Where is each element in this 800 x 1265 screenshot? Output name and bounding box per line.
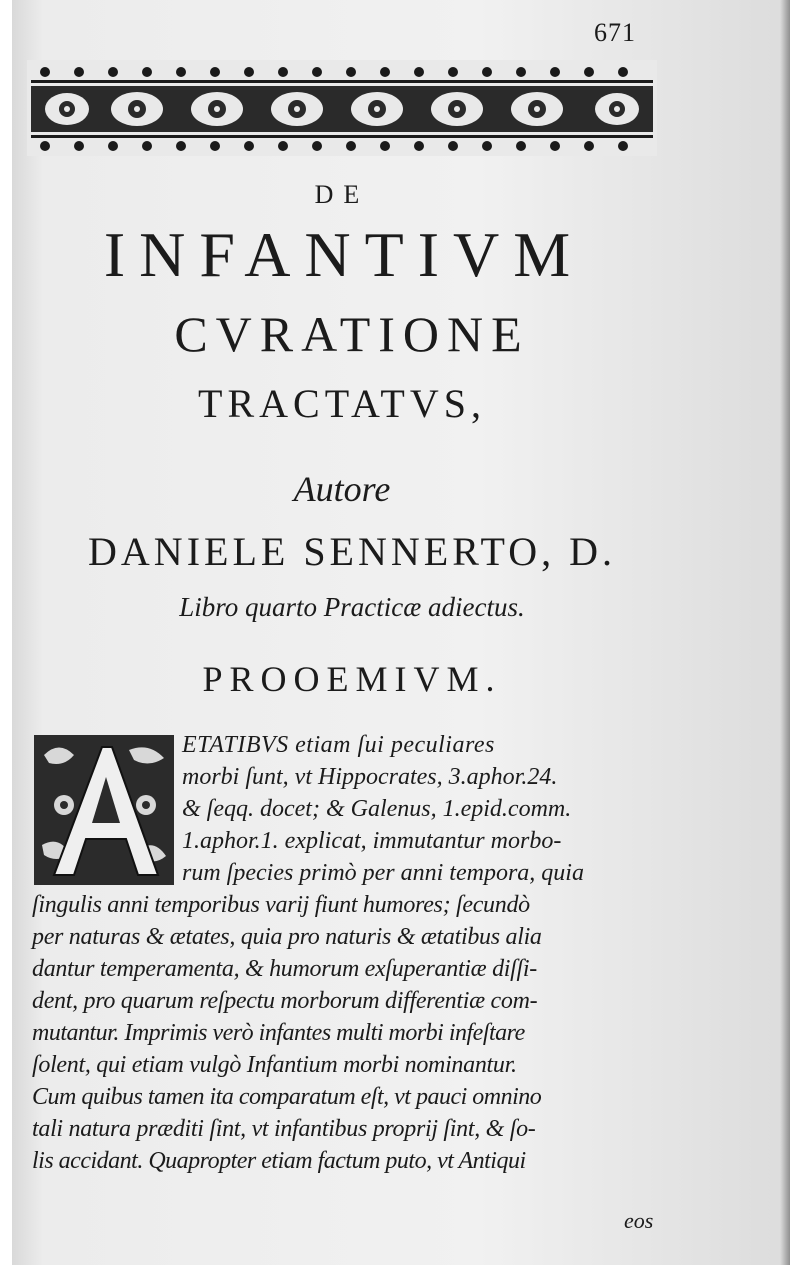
- title-tractatus: TRACTATVS,: [198, 381, 486, 426]
- title-autore: Autore: [293, 469, 391, 509]
- body-line: Cum quibus tamen ita comparatum eſt, vt pauci omnino: [32, 1084, 542, 1110]
- body-line: dent, pro quarum reſpectu morborum differentiæ com-: [32, 988, 538, 1014]
- body-line: ſolent, qui etiam vulgò Infantium morbi nominantur.: [32, 1052, 517, 1078]
- author-name: DANIELE SENNERTO, D.: [88, 529, 616, 574]
- body-line: ETATIBVS etiam ſui peculiares: [182, 732, 495, 758]
- body-line: tali natura præditi ſint, vt infantibus proprij ſint, & ſo-: [32, 1116, 536, 1142]
- body-line: morbi ſunt, vt Hippocrates, 3.aphor.24.: [182, 764, 558, 790]
- body-line: ſingulis anni temporibus varij fiunt humores; ſecundò: [32, 892, 530, 918]
- decorated-initial: [34, 735, 174, 885]
- title-de: DE: [314, 180, 370, 209]
- section-heading: PROOEMIVM.: [202, 659, 502, 699]
- ornamental-header-band: [27, 60, 657, 156]
- body-line: mutantur. Imprimis verò infantes multi morbi infeſtare: [32, 1020, 525, 1046]
- body-line: rum ſpecies primò per anni tempora, quia: [182, 860, 584, 886]
- body-line: dantur temperamenta, & humorum exſuperantiæ diſſi-: [32, 956, 537, 982]
- body-line: & ſeqq. docet; & Galenus, 1.epid.comm.: [182, 796, 572, 822]
- body-line: lis accidant. Quapropter etiam factum puto, vt Antiqui: [32, 1148, 526, 1174]
- book-page: [12, 0, 790, 1265]
- body-line: 1.aphor.1. explicat, immutantur morbo-: [182, 828, 562, 854]
- catchword: eos: [624, 1208, 654, 1233]
- subtitle: Libro quarto Practicæ adiectus.: [179, 592, 525, 622]
- title-curatione: CVRATIONE: [174, 306, 530, 362]
- page-number: 671: [594, 18, 636, 47]
- title-infantium: INFANTIVM: [103, 219, 585, 290]
- body-line: per naturas & ætates, quia pro naturis & ætatibus alia: [32, 924, 542, 950]
